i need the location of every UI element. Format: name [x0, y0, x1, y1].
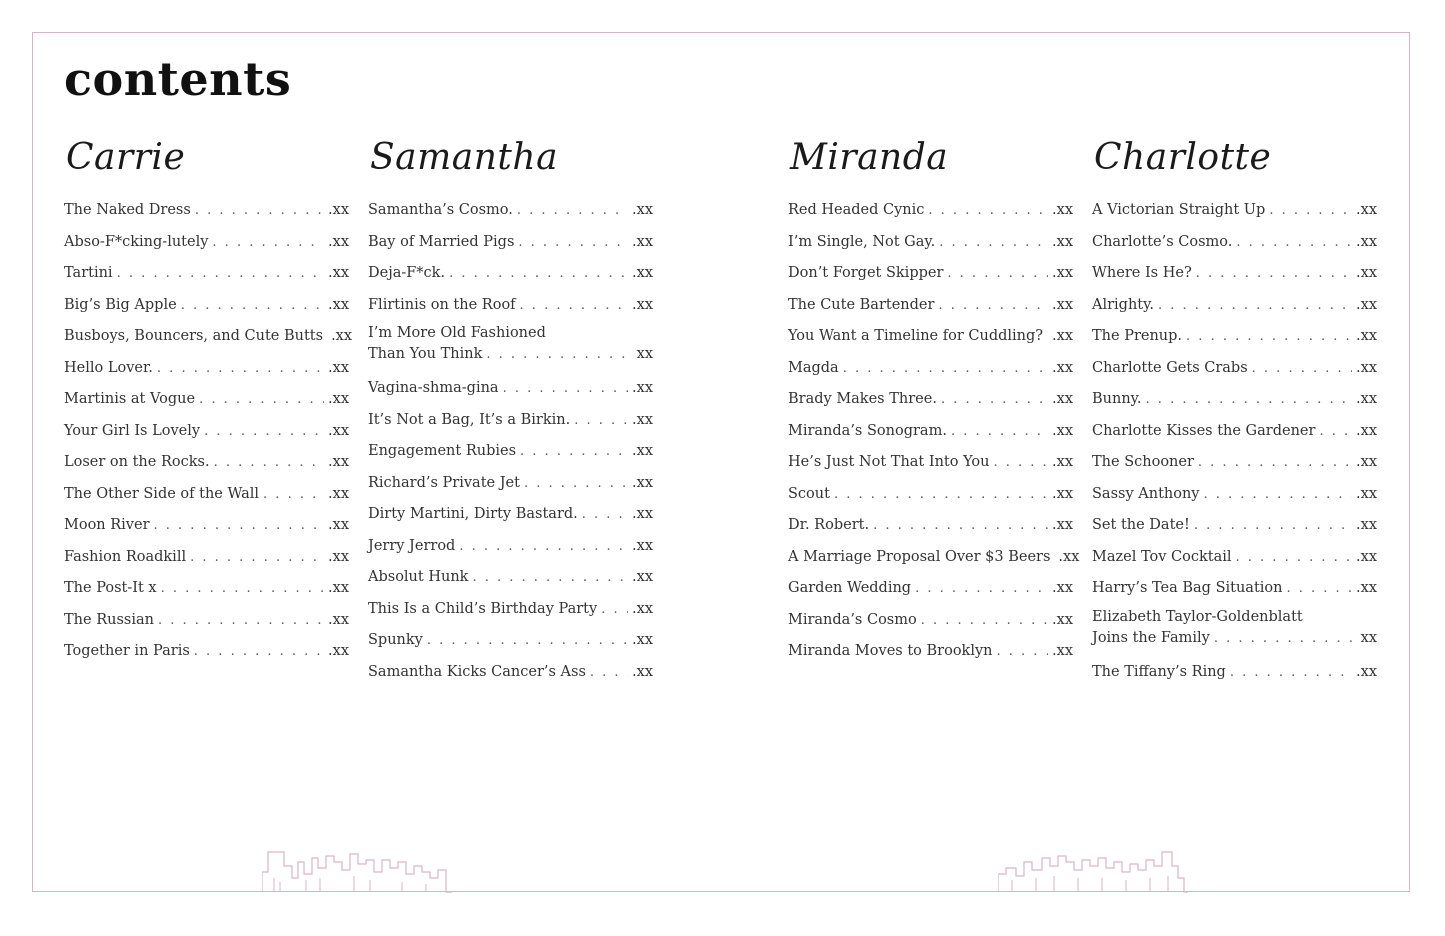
entry-page-number: .xx [1052, 328, 1073, 344]
toc-entry [64, 321, 353, 353]
dot-leader [1236, 227, 1352, 259]
entry-page-number: .xx [632, 443, 653, 459]
entry-title-continued: Than You Think [368, 346, 483, 362]
toc-entry [788, 605, 1073, 637]
dot-leader [1186, 321, 1352, 353]
dot-leader [993, 447, 1048, 479]
entry-page-number: .xx [632, 296, 653, 313]
entry-title: Red Headed Cynic [788, 202, 925, 218]
entry-page-number: .xx [632, 600, 653, 617]
dot-leader [590, 657, 628, 689]
column-heading: Samantha [370, 137, 559, 178]
dot-leader [1287, 573, 1353, 605]
entry-page-number: .xx [1052, 391, 1073, 407]
column-miranda [788, 128, 1080, 668]
toc-entry [1092, 447, 1377, 479]
toc-entry [64, 573, 349, 605]
entry-page-number: .xx [1356, 580, 1377, 596]
toc-entry [64, 542, 349, 574]
dot-leader [117, 258, 324, 290]
entry-page-number: .xx [632, 663, 653, 680]
toc-entry [788, 447, 1073, 479]
entry-page-number: .xx [632, 202, 653, 218]
entry-title: The Russian [64, 611, 154, 628]
entry-title: Scout [788, 485, 830, 502]
entry-title: It’s Not a Bag, It’s a Birkin. [368, 411, 571, 428]
dot-leader [1196, 258, 1352, 290]
entry-page-number: .xx [328, 359, 349, 376]
toc-entry [1092, 384, 1377, 416]
entry-title: Miranda’s Cosmo [788, 611, 917, 628]
toc-entry [368, 373, 653, 405]
dot-leader [1204, 479, 1353, 511]
entry-title: I’m More Old Fashioned [368, 325, 546, 341]
skyline-right-icon [998, 848, 1188, 894]
toc-entry [1092, 573, 1377, 605]
dot-leader [938, 290, 1048, 322]
entry-page-number: .xx [1052, 359, 1073, 376]
entry-title: The Other Side of the Wall [64, 485, 260, 502]
entry-page-number: .xx [632, 474, 653, 491]
entry-page-number: .xx [1052, 202, 1073, 218]
toc-entry [788, 353, 1073, 385]
toc-entry [368, 290, 653, 322]
entry-page-number: .xx [1356, 517, 1377, 533]
toc-entry [1092, 290, 1377, 322]
dot-leader [199, 384, 324, 416]
entry-page-number: .xx [1052, 422, 1073, 439]
entry-title: Dr. Robert. [788, 517, 870, 533]
dot-leader [1214, 628, 1357, 649]
toc-entry [64, 605, 349, 637]
entry-page-number: .xx [1052, 485, 1073, 502]
entry-page-number: .xx [328, 485, 349, 502]
dot-leader [204, 416, 324, 448]
entry-page-number: .xx [1052, 296, 1073, 313]
entry-line-2 [1092, 628, 1377, 649]
entry-page-number: .xx [328, 265, 349, 281]
toc-entry [64, 290, 349, 322]
entry-page-number: .xx [1356, 202, 1377, 218]
entry-title: Dirty Martini, Dirty Bastard. [368, 506, 578, 522]
column-heading: Miranda [790, 137, 949, 178]
toc-entry [1092, 510, 1377, 542]
toc-entry [788, 542, 1080, 574]
dot-leader [928, 195, 1048, 227]
entry-page-number: .xx [1356, 422, 1377, 439]
toc-entry [368, 625, 653, 657]
toc-entry [368, 405, 653, 437]
entry-title: Don’t Forget Skipper [788, 265, 944, 281]
dot-leader [1194, 510, 1352, 542]
toc-entry [788, 510, 1073, 542]
entry-page-number: .xx [328, 517, 349, 533]
entry-list [1092, 195, 1377, 688]
entry-line-2 [368, 344, 653, 365]
entry-title: Sassy Anthony [1092, 485, 1200, 502]
entry-title: I’m Single, Not Gay. [788, 233, 936, 250]
dot-leader [154, 510, 325, 542]
toc-entry [64, 636, 349, 668]
entry-title: Absolut Hunk [368, 569, 469, 585]
entry-title: Deja-F*ck. [368, 265, 446, 281]
entry-list [368, 195, 653, 688]
toc-entry [64, 353, 349, 385]
entry-title: Mazel Tov Cocktail [1092, 548, 1232, 565]
entry-title: Samantha’s Cosmo. [368, 202, 513, 218]
column-heading: Charlotte [1094, 137, 1272, 178]
entry-page-number: .xx [1052, 611, 1073, 628]
entry-title: Tartini [64, 265, 113, 281]
dot-leader [1230, 657, 1352, 689]
dot-leader [1269, 195, 1352, 227]
entry-page-number: .xx [632, 411, 653, 428]
entry-title: Elizabeth Taylor-Goldenblatt [1092, 608, 1303, 625]
entry-title: Miranda’s Sonogram. [788, 422, 947, 439]
dot-leader [947, 258, 1048, 290]
toc-entry [1092, 657, 1377, 689]
entry-page-number: .xx [1356, 328, 1377, 344]
toc-entry [368, 195, 653, 227]
toc-entry [1092, 479, 1377, 511]
entry-title: The Tiffany’s Ring [1092, 663, 1226, 680]
entry-page-number: .xx [632, 537, 653, 554]
entry-page-number: .xx [1356, 296, 1377, 313]
toc-entry [1092, 258, 1377, 290]
dot-leader [520, 436, 628, 468]
column-carrie [64, 128, 353, 668]
toc-entry [64, 227, 349, 259]
dot-leader [449, 258, 628, 290]
entry-title: Engagement Rubies [368, 443, 517, 459]
entry-list [788, 195, 1080, 668]
dot-leader [1236, 542, 1353, 574]
dot-leader [1319, 416, 1352, 448]
entry-page-number: .xx [328, 548, 349, 565]
dot-leader [997, 636, 1049, 668]
entry-page-number: .xx [632, 506, 653, 522]
dot-leader [873, 510, 1048, 542]
dot-leader [1252, 353, 1352, 385]
entry-page-number: .xx [1356, 233, 1377, 250]
entry-title: Brady Makes Three. [788, 391, 937, 407]
toc-entry [788, 321, 1073, 353]
entry-title: Bunny. [1092, 391, 1142, 407]
entry-title: Magda [788, 359, 839, 376]
entry-title: Martinis at Vogue [64, 391, 196, 407]
dot-leader [1158, 290, 1352, 322]
toc-entry [64, 447, 349, 479]
entry-page-number: .xx [331, 328, 353, 344]
column-charlotte [1092, 128, 1377, 688]
entry-title: The Post-It x [64, 580, 157, 596]
entry-title: This Is a Child’s Birthday Party [368, 600, 598, 617]
entry-title: Jerry Jerrod [368, 537, 456, 554]
entry-list [64, 195, 353, 668]
toc-entry [368, 468, 653, 500]
dot-leader [520, 290, 628, 322]
toc-entry [368, 321, 653, 373]
page-title: contents [64, 52, 292, 106]
entry-title: Hello Lover. [64, 359, 153, 376]
entry-title: Charlotte Kisses the Gardener [1092, 422, 1316, 439]
dot-leader [212, 227, 324, 259]
entry-page-number: .xx [328, 580, 349, 596]
column-samantha [368, 128, 653, 688]
entry-title: The Naked Dress [64, 202, 191, 218]
entry-page-number: .xx [1356, 663, 1377, 680]
entry-page-number: .xx [1052, 265, 1073, 281]
dot-leader [181, 290, 324, 322]
toc-entry [788, 416, 1073, 448]
entry-page-number: .xx [632, 569, 653, 585]
toc-entry [1092, 605, 1377, 657]
entry-page-number: .xx [1052, 517, 1073, 533]
column-heading: Carrie [66, 137, 186, 178]
toc-entry [368, 436, 653, 468]
toc-entry [788, 290, 1073, 322]
entry-title: Where Is He? [1092, 265, 1192, 281]
entry-title: The Cute Bartender [788, 296, 935, 313]
toc-entry [788, 195, 1073, 227]
skyline-left-icon [262, 848, 452, 894]
entry-page-number: .xx [1052, 233, 1073, 250]
entry-title: Set the Date! [1092, 517, 1190, 533]
entry-title: The Prenup. [1092, 328, 1183, 344]
entry-title: Abso-F*cking-lutely [64, 233, 209, 250]
toc-entry [64, 479, 349, 511]
entry-title: Richard’s Private Jet [368, 474, 520, 491]
dot-leader [427, 625, 628, 657]
dot-leader [194, 636, 324, 668]
dot-leader [582, 499, 628, 531]
toc-entry [1092, 416, 1377, 448]
entry-title: Samantha Kicks Cancer’s Ass [368, 663, 586, 680]
dot-leader [524, 468, 628, 500]
entry-page-number: .xx [328, 391, 349, 407]
entry-title: He’s Just Not That Into You [788, 454, 990, 470]
entry-title: Garden Wedding [788, 580, 912, 596]
entry-title: Fashion Roadkill [64, 548, 187, 565]
dot-leader [574, 405, 628, 437]
entry-page-number: .xx [1058, 548, 1080, 565]
entry-title-continued: Joins the Family [1092, 629, 1210, 646]
toc-entry [1092, 227, 1377, 259]
entry-page-number: .xx [1052, 643, 1073, 659]
toc-entry [788, 384, 1073, 416]
toc-entry [1092, 542, 1377, 574]
entry-title: Together in Paris [64, 643, 190, 659]
dot-leader [503, 373, 628, 405]
entry-title: Moon River [64, 517, 150, 533]
toc-entry [1092, 321, 1377, 353]
entry-title: You Want a Timeline for Cuddling? [788, 328, 1044, 344]
entry-title: Charlotte Gets Crabs [1092, 359, 1248, 376]
entry-title: A Marriage Proposal Over $3 Beers [788, 548, 1051, 565]
toc-entry [368, 499, 653, 531]
entry-page-number: .xx [1052, 580, 1073, 596]
dot-leader [939, 227, 1048, 259]
toc-entry [368, 594, 653, 626]
dot-leader [915, 573, 1048, 605]
entry-page-number: .xx [632, 380, 653, 396]
dot-leader [263, 479, 324, 511]
entry-title: Miranda Moves to Brooklyn [788, 643, 993, 659]
dot-leader [843, 353, 1048, 385]
entry-title: Big’s Big Apple [64, 296, 177, 313]
toc-entry [368, 531, 653, 563]
dot-leader [834, 479, 1048, 511]
entry-page-number: .xx [1356, 359, 1377, 376]
entry-page-number: .xx [1356, 485, 1377, 502]
toc-entry [64, 195, 349, 227]
dot-leader [941, 384, 1048, 416]
entry-page-number: .xx [328, 233, 349, 250]
toc-entry [1092, 353, 1377, 385]
entry-title: The Schooner [1092, 454, 1194, 470]
toc-entry [788, 636, 1073, 668]
entry-page-number: .xx [1356, 265, 1377, 281]
toc-entry [64, 258, 349, 290]
dot-leader [195, 195, 324, 227]
entry-title: Flirtinis on the Roof [368, 296, 516, 313]
dot-leader [517, 195, 628, 227]
entry-title: Vagina-shma-gina [368, 380, 499, 396]
dot-leader [951, 416, 1048, 448]
dot-leader [486, 344, 632, 365]
toc-entry [788, 227, 1073, 259]
dot-leader [1198, 447, 1352, 479]
entry-page-number: .xx [328, 296, 349, 313]
dot-leader [459, 531, 628, 563]
toc-entry [368, 227, 653, 259]
entry-title: Charlotte’s Cosmo. [1092, 233, 1233, 250]
entry-page-number: .xx [328, 611, 349, 628]
entry-page-number: .xx [632, 233, 653, 250]
toc-entry [788, 258, 1073, 290]
toc-entry [788, 479, 1073, 511]
entry-page-number: .xx [632, 265, 653, 281]
entry-title: Busboys, Bouncers, and Cute Butts [64, 328, 324, 344]
toc-entry [1092, 195, 1377, 227]
toc-entry [64, 384, 349, 416]
entry-title: Your Girl Is Lovely [64, 422, 201, 439]
dot-leader [518, 227, 628, 259]
entry-page-number: .xx [1052, 454, 1073, 470]
entry-title: Alrighty. [1092, 296, 1155, 313]
dot-leader [161, 573, 324, 605]
entry-title: Harry’s Tea Bag Situation [1092, 580, 1283, 596]
entry-page-number: xx [636, 346, 653, 362]
dot-leader [601, 594, 628, 626]
dot-leader [1146, 384, 1352, 416]
entry-page-number: .xx [632, 632, 653, 648]
toc-entry [368, 657, 653, 689]
entry-page-number: xx [1360, 629, 1377, 646]
dot-leader [190, 542, 324, 574]
toc-entry [368, 258, 653, 290]
dot-leader [472, 562, 628, 594]
dot-leader [214, 447, 324, 479]
toc-entry [368, 562, 653, 594]
entry-title: Spunky [368, 632, 423, 648]
entry-page-number: .xx [1356, 391, 1377, 407]
entry-page-number: .xx [328, 422, 349, 439]
toc-entry [788, 573, 1073, 605]
dot-leader [921, 605, 1048, 637]
dot-leader [158, 605, 324, 637]
entry-title: Bay of Married Pigs [368, 233, 515, 250]
entry-page-number: .xx [328, 202, 349, 218]
entry-page-number: .xx [328, 643, 349, 659]
toc-entry [64, 416, 349, 448]
entry-title: Loser on the Rocks. [64, 454, 210, 470]
entry-page-number: .xx [1356, 454, 1377, 470]
dot-leader [1047, 321, 1048, 353]
entry-title: A Victorian Straight Up [1092, 202, 1266, 218]
entry-page-number: .xx [1356, 548, 1377, 565]
dot-leader [157, 353, 324, 385]
toc-entry [64, 510, 349, 542]
entry-page-number: .xx [328, 454, 349, 470]
